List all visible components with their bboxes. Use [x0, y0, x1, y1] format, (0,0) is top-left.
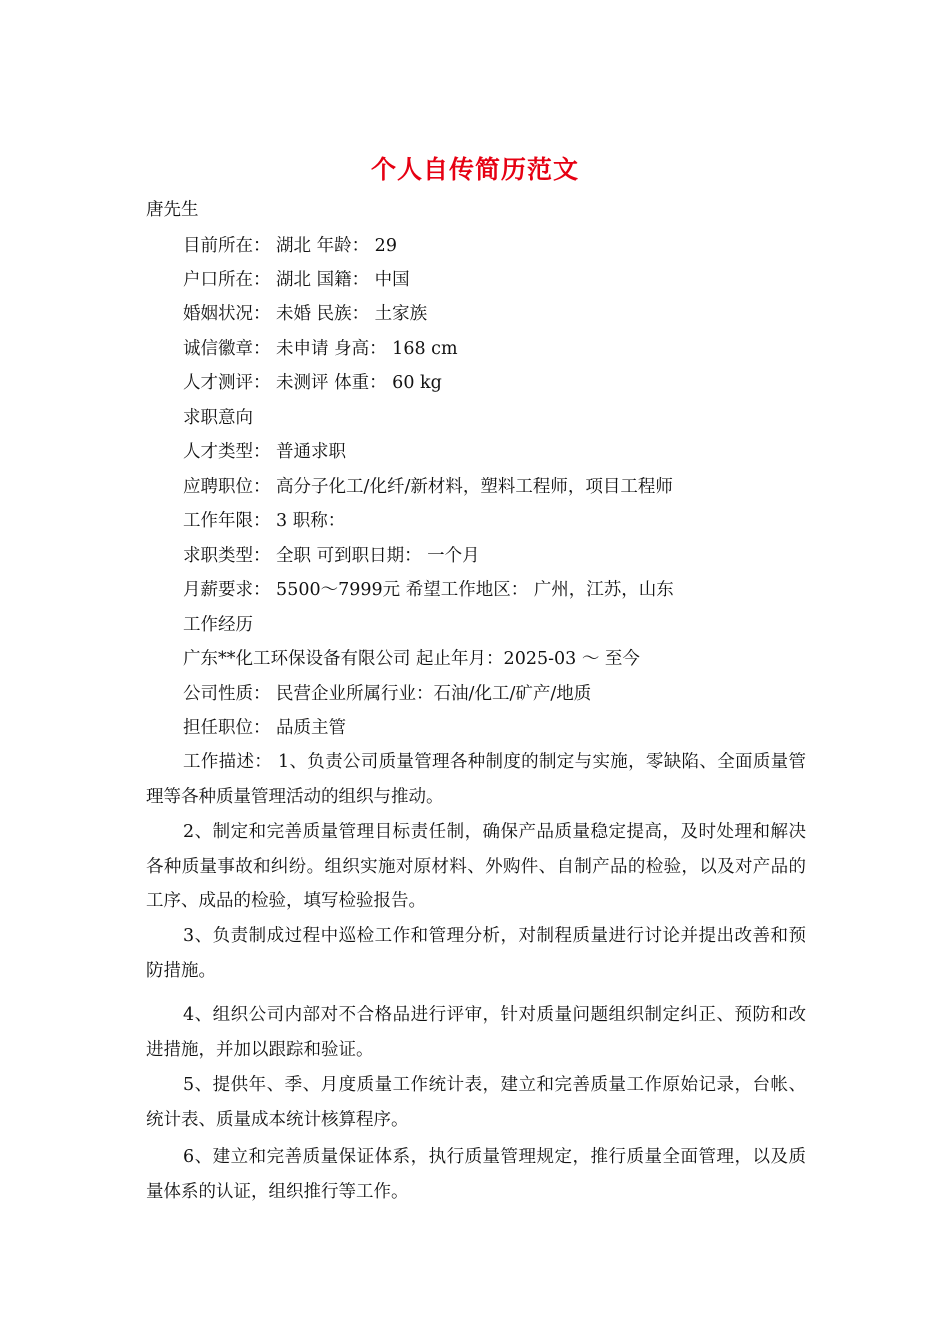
document-title: 个人自传简历范文 [370, 155, 579, 184]
experience-line-nature: 公司性质： 民营企业所属行业：石油/化工/矿产/地质 [183, 684, 592, 704]
experience-line-company: 广东**化工环保设备有限公司 起止年月：2025-03 ～ 至今 [183, 649, 640, 669]
intent-line-years: 工作年限： 3 职称： [183, 511, 346, 531]
description-paragraph: 工作描述： 1、负责公司质量管理各种制度的制定与实施，零缺陷、全面质量管理等各种质量管理活动的组织与推动。 [146, 752, 806, 807]
section-heading-experience: 工作经历 [183, 615, 253, 635]
intent-line-jobtype: 求职类型： 全职 可到职日期： 一个月 [183, 546, 480, 566]
info-line-location: 目前所在： 湖北 年龄： 29 [183, 236, 397, 256]
description-paragraph: 6、建立和完善质量保证体系，执行质量管理规定，推行质量全面管理，以及质量体系的认证，组织推行等工作。 [146, 1147, 806, 1202]
intent-line-type: 人才类型： 普通求职 [183, 442, 347, 462]
info-line-assessment: 人才测评： 未测评 体重： 60 kg [183, 373, 442, 393]
intent-line-salary: 月薪要求： 5500～7999元 希望工作地区： 广州，江苏，山东 [183, 580, 674, 600]
description-paragraph: 5、提供年、季、月度质量工作统计表，建立和完善质量工作原始记录，台帐、统计表、质量成本统计核算程序。 [146, 1075, 806, 1130]
info-line-badge: 诚信徽章： 未申请 身高： 168 cm [183, 339, 458, 359]
description-paragraph: 2、制定和完善质量管理目标责任制，确保产品质量稳定提高，及时处理和解决各种质量事故和纠纷。组织实施对原材料、外购件、自制产品的检验，以及对产品的工序、成品的检验，填写检验报告。 [146, 822, 806, 911]
intent-line-position: 应聘职位： 高分子化工/化纤/新材料，塑料工程师，项目工程师 [183, 477, 673, 497]
description-paragraph: 3、负责制成过程中巡检工作和管理分析，对制程质量进行讨论并提出改善和预防措施。 [146, 926, 806, 981]
info-line-hukou: 户口所在： 湖北 国籍： 中国 [183, 270, 410, 290]
description-paragraph: 4、组织公司内部对不合格品进行评审，针对质量问题组织制定纠正、预防和改进措施，并加以跟踪和验证。 [146, 1005, 806, 1060]
experience-line-role: 担任职位： 品质主管 [183, 718, 347, 738]
section-heading-intent: 求职意向 [183, 408, 253, 428]
info-line-marital: 婚姻状况： 未婚 民族： 土家族 [183, 304, 428, 324]
person-name: 唐先生 [146, 200, 199, 220]
